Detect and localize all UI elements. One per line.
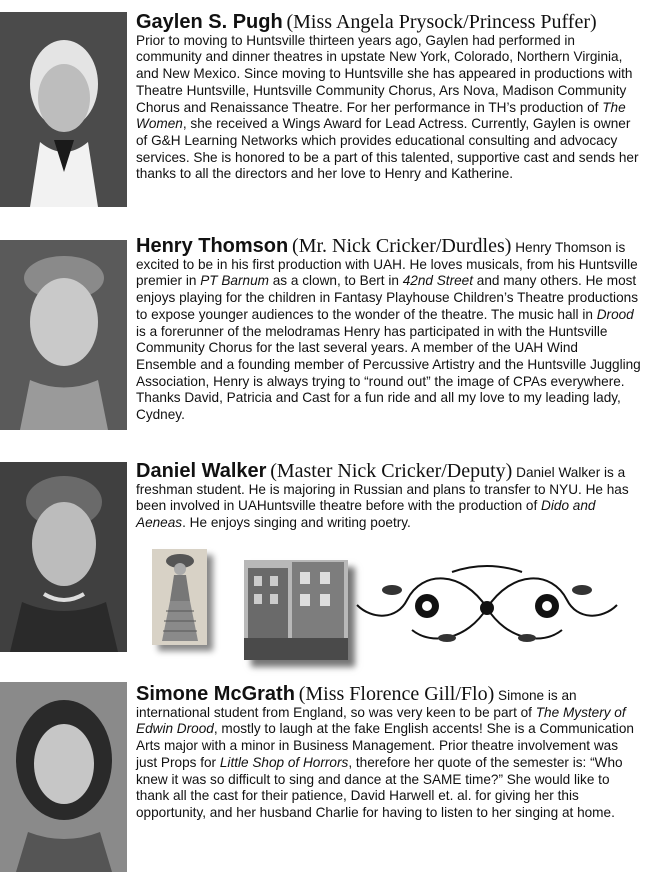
bio-role: (Mr. Nick Cricker/Durdles) (292, 235, 512, 257)
photo-simone-mcgrath (0, 682, 127, 872)
bio-name: Henry Thomson (136, 235, 289, 257)
photo-gaylen-pugh (0, 12, 127, 207)
bio-text: Prior to moving to Huntsville thirteen years ago, Gaylen had performed in community and dinner theatres in upstate New York, Colorado, Northern Virginia, and New Mexico. Since moving to Huntsville she has appeared in productions with Theatre Huntsville, Huntsville Community Chorus, Ars Nova, Madison Community Chorus and Renaissance Theatre. For her performance in TH’s production of (136, 32, 633, 115)
bio-gaylen-pugh (136, 11, 642, 183)
portrait-woman-scarf (0, 12, 127, 207)
bio-name: Daniel Walker (136, 460, 267, 482)
victorian-lady-illustration (152, 549, 207, 645)
bio-title: Dido and Aeneas (136, 498, 596, 531)
floral-ornament (352, 560, 622, 656)
bio-name: Gaylen S. Pugh (136, 11, 283, 33)
bio-text: Daniel Walker is a freshman student. He is majoring in Russian and plans to transfer to NYU. He has been involved in UAHuntsville theatre before with the production of (136, 465, 629, 514)
victorian-street-photo (244, 560, 348, 660)
photo-henry-thomson (0, 240, 127, 430)
photo-daniel-walker (0, 462, 127, 652)
bio-henry-thomson (136, 235, 642, 424)
victorian-lady-icon (152, 549, 207, 645)
bio-title: PT Barnum (200, 273, 269, 289)
bio-text: , she received a Wings Award for Lead Actress. Currently, Gaylen is owner of G&H Learning Networks which provides educational consulting and advocacy services. She is honored to be a part of this talented, supportive cast and sends her thanks to all the directors and her love to Henry and Katherine. (136, 116, 639, 182)
bio-role: (Master Nick Cricker/Deputy) (270, 460, 513, 482)
portrait-man-smiling (0, 240, 127, 430)
bio-title: The Mystery of Edwin Drood (136, 704, 626, 737)
bio-text: , therefore her quote of the semester is: “Who knew it was so difficult to sing and dance at the SAME time?” She would like to thank all the cast for their patience, David Harwell et. al. for giving her this opportunity, and her husband Charlie for having to listen to her singing at home. (136, 754, 623, 820)
bio-name: Simone McGrath (136, 683, 295, 705)
street-buildings-icon (244, 560, 348, 660)
bio-text: and many others. He most enjoys playing for the children in Fantasy Playhouse Children’s Theatre productions to expose younger audiences to the wonder of the theatre. The music hall in (136, 273, 638, 322)
bio-text: Henry Thomson is excited to be in his first production with UAH. He loves musicals, from his Huntsville premier in (136, 240, 638, 289)
bio-role: (Miss Florence Gill/Flo) (298, 683, 495, 705)
bio-daniel-walker (136, 460, 642, 532)
bio-text: is a forerunner of the melodramas Henry has participated in with the Huntsville Community Chorus for the last several years. A member of the UAH Wind Ensemble and a founding member of Percussive Artistry and the Huntsville Juggling Association, Henry is always trying to “round out” the image of CPAs everywhere. Thanks David, Patricia and Cast for a fun ride and all my love to my leading lady, Cydney. (136, 323, 641, 423)
bio-text: as a clown, to Bert in (268, 273, 403, 289)
bio-title: Little Shop of Horrors (219, 754, 349, 770)
bio-role: (Miss Angela Prysock/Princess Puffer) (286, 11, 597, 33)
bio-simone-mcgrath (136, 683, 642, 822)
portrait-young-man (0, 462, 127, 652)
bio-text: . He enjoys singing and writing poetry. (182, 515, 411, 531)
bio-title: 42nd Street (402, 273, 473, 289)
portrait-woman-dark-hair (0, 682, 127, 872)
bio-text: , mostly to laugh at the fake English accents! She is a Communication Arts major with a minor in Business Management. Prior theatre involvement was just Props for (136, 721, 634, 770)
bio-text: Simone is an international student from England, so was very keen to be part of (136, 688, 577, 720)
bio-title: Drood (596, 306, 634, 322)
flourish-icon (352, 560, 622, 656)
bio-title: The Women (136, 99, 626, 132)
